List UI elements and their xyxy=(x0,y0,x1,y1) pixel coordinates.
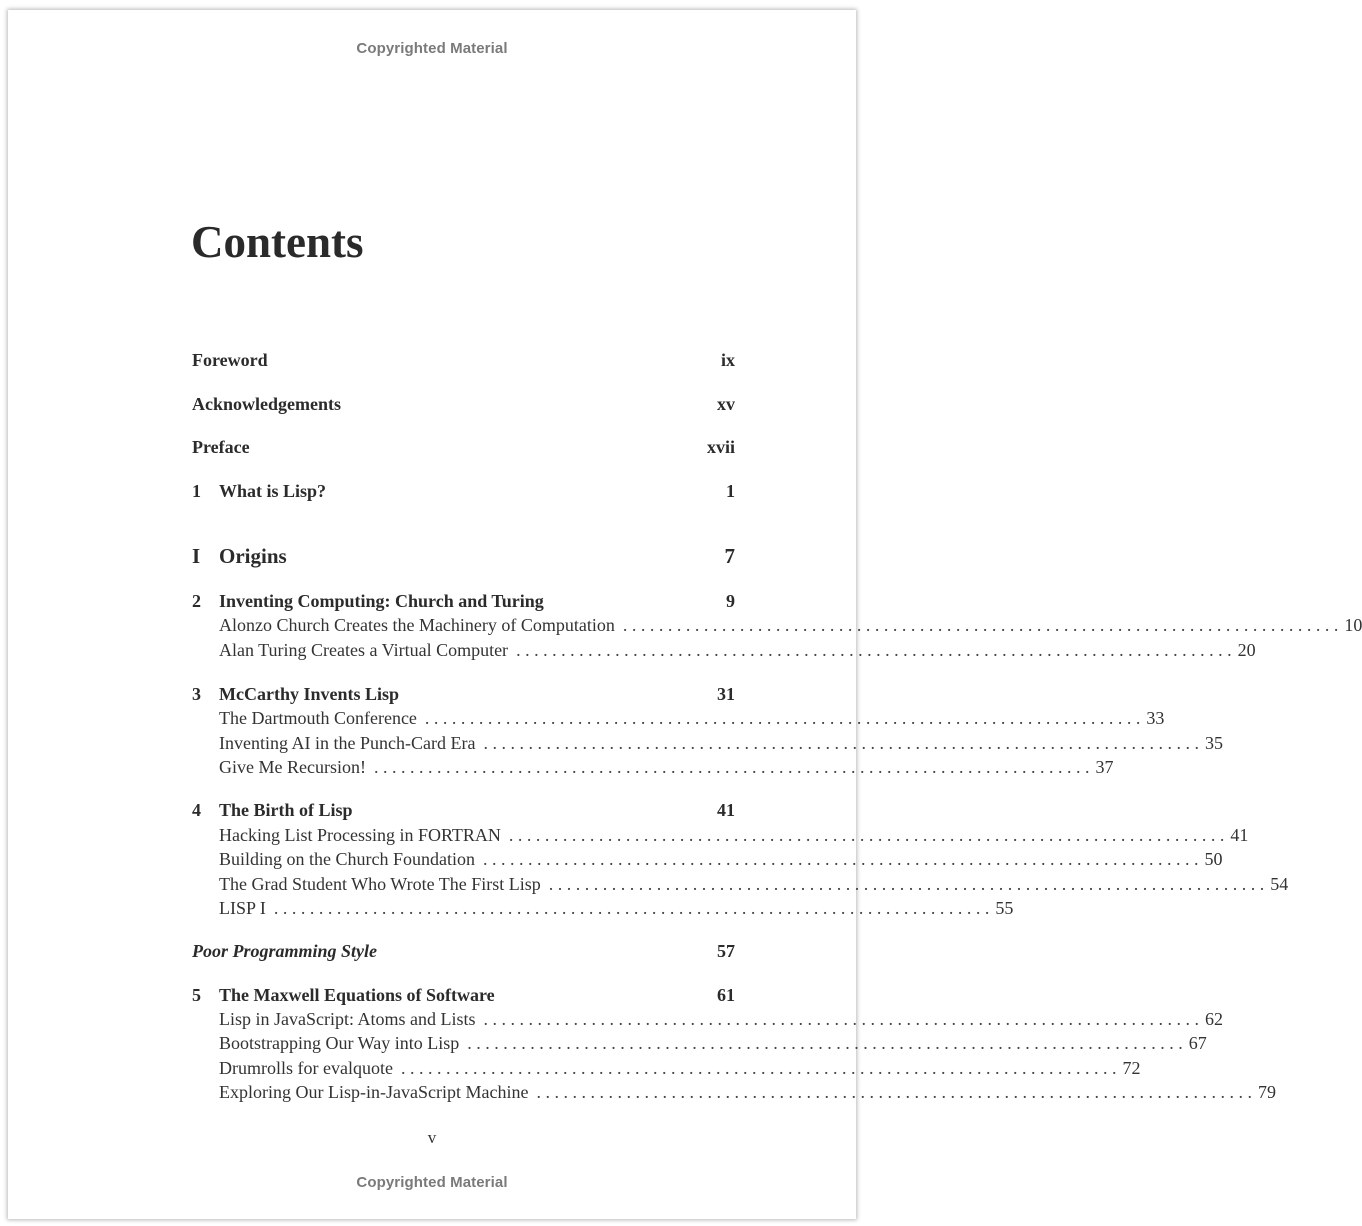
dot-leader: . . . . . . . . . . . . . . . . . . . . . . . . . . . . . . . . . . . . . . . . . . . . . . . . . . . . . . . . . . . . . . . . . . . . . . . . . . . . . . . . xyxy=(483,1009,1199,1029)
copyright-watermark-bottom: Copyrighted Material xyxy=(356,1174,508,1191)
toc-page-number: xv xyxy=(717,394,735,414)
dot-leader: . . . . . . . . . . . . . . . . . . . . . . . . . . . . . . . . . . . . . . . . . . . . . . . . . . . . . . . . . . . . . . . . . . . . . . . . . . . . . . . . xyxy=(483,849,1199,869)
dot-leader: . . . . . . . . . . . . . . . . . . . . . . . . . . . . . . . . . . . . . . . . . . . . . . . . . . . . . . . . . . . . . . . . . . . . . . . . . . . . . . . . xyxy=(483,733,1199,753)
toc-section[interactable] xyxy=(219,614,1362,636)
toc-label: Hacking List Processing in FORTRAN xyxy=(219,825,501,845)
toc-page-number: 41 xyxy=(717,800,735,820)
toc-label: Foreword xyxy=(192,350,268,370)
toc-page-number: 57 xyxy=(717,941,735,961)
chapter-number: 2 xyxy=(192,591,201,611)
toc-label: McCarthy Invents Lisp xyxy=(219,684,400,704)
toc-page-number: xvii xyxy=(706,437,735,457)
toc-page-number: 37 xyxy=(1095,757,1114,777)
toc-page-number: 1 xyxy=(726,481,735,501)
toc-chapter-4[interactable] xyxy=(192,799,735,821)
chapter-number: 3 xyxy=(192,684,201,704)
page-folio: v xyxy=(427,1128,437,1147)
toc-label: LISP I xyxy=(219,898,266,918)
toc-section[interactable] xyxy=(219,824,1249,846)
toc-page-number: 55 xyxy=(995,898,1014,918)
toc-interlude[interactable] xyxy=(192,940,735,962)
toc-part-1[interactable] xyxy=(192,543,735,569)
toc-section[interactable] xyxy=(219,707,1165,729)
toc-section[interactable] xyxy=(219,732,1223,754)
toc-section[interactable] xyxy=(219,873,1289,895)
part-number: I xyxy=(192,544,201,568)
dot-leader: . . . . . . . . . . . . . . . . . . . . . . . . . . . . . . . . . . . . . . . . . . . . . . . . . . . . . . . . . . . . . . . . . . . . . . . . . . . . . . . . xyxy=(373,757,1090,777)
page-title: Contents xyxy=(191,217,364,267)
toc-page-number: 62 xyxy=(1205,1009,1223,1029)
toc-section[interactable] xyxy=(219,639,1256,661)
toc-label: Inventing Computing: Church and Turing xyxy=(219,591,544,611)
toc-chapter-2[interactable] xyxy=(192,590,735,612)
toc-label: Origins xyxy=(219,544,287,568)
toc-label: Give Me Recursion! xyxy=(219,757,366,777)
dot-leader: . . . . . . . . . . . . . . . . . . . . . . . . . . . . . . . . . . . . . . . . . . . . . . . . . . . . . . . . . . . . . . . . . . . . . . . . . . . . . . . . xyxy=(548,874,1265,894)
toc-label: The Dartmouth Conference xyxy=(219,708,417,728)
dot-leader: . . . . . . . . . . . . . . . . . . . . . . . . . . . . . . . . . . . . . . . . . . . . . . . . . . . . . . . . . . . . . . . . . . . . . . . . . . . . . . . . xyxy=(516,640,1232,660)
toc-page-number: 61 xyxy=(717,985,735,1005)
toc-page-number: 79 xyxy=(1257,1082,1276,1102)
toc-section[interactable] xyxy=(219,1057,1141,1079)
dot-leader: . . . . . . . . . . . . . . . . . . . . . . . . . . . . . . . . . . . . . . . . . . . . . . . . . . . . . . . . . . . . . . . . . . . . . . . . . . . . . . . . xyxy=(273,898,990,918)
toc-page-number: ix xyxy=(720,350,735,370)
toc-label: The Grad Student Who Wrote The First Lisp xyxy=(219,874,541,894)
dot-leader: . . . . . . . . . . . . . . . . . . . . . . . . . . . . . . . . . . . . . . . . . . . . . . . . . . . . . . . . . . . . . . . . . . . . . . . . . . . . . . . . xyxy=(536,1082,1252,1102)
toc-page-number: 33 xyxy=(1146,708,1165,728)
toc-label: Bootstrapping Our Way into Lisp xyxy=(219,1033,460,1053)
toc-section[interactable] xyxy=(219,897,1014,919)
toc-entry-foreword[interactable] xyxy=(192,349,735,371)
copyright-watermark-top: Copyrighted Material xyxy=(356,40,508,57)
chapter-number: 4 xyxy=(192,800,201,820)
dot-leader: . . . . . . . . . . . . . . . . . . . . . . . . . . . . . . . . . . . . . . . . . . . . . . . . . . . . . . . . . . . . . . . . . . . . . . . . . . . . . . . . xyxy=(467,1033,1183,1053)
toc-entry-preface[interactable] xyxy=(192,436,735,458)
toc-section[interactable] xyxy=(219,1008,1223,1030)
toc-label: Alan Turing Creates a Virtual Computer xyxy=(219,640,509,660)
toc-section[interactable] xyxy=(219,756,1114,778)
toc-section[interactable] xyxy=(219,1032,1207,1054)
toc-page-number: 35 xyxy=(1204,733,1223,753)
toc-chapter-1[interactable] xyxy=(192,480,735,502)
toc-label: Preface xyxy=(192,437,250,457)
toc-label: Poor Programming Style xyxy=(192,941,378,961)
toc-entry-acknowledgements[interactable] xyxy=(192,393,735,415)
toc-chapter-5[interactable] xyxy=(192,984,735,1006)
dot-leader: . . . . . . . . . . . . . . . . . . . . . . . . . . . . . . . . . . . . . . . . . . . . . . . . . . . . . . . . . . . . . . . . . . . . . . . . . . . . . . . . xyxy=(508,825,1225,845)
toc-section[interactable] xyxy=(219,1081,1276,1103)
toc-label: Drumrolls for evalquote xyxy=(219,1058,393,1078)
toc-page-number: 67 xyxy=(1188,1033,1207,1053)
toc-label: The Maxwell Equations of Software xyxy=(219,985,495,1005)
toc-label: Building on the Church Foundation xyxy=(219,849,475,869)
chapter-number: 1 xyxy=(192,481,201,501)
toc-label: Alonzo Church Creates the Machinery of Computation xyxy=(219,615,615,635)
chapter-number: 5 xyxy=(192,985,201,1005)
toc-page-number: 31 xyxy=(717,684,735,704)
dot-leader: . . . . . . . . . . . . . . . . . . . . . . . . . . . . . . . . . . . . . . . . . . . . . . . . . . . . . . . . . . . . . . . . . . . . . . . . . . . . . . . . xyxy=(400,1058,1117,1078)
toc-page-number: 10 xyxy=(1344,615,1362,635)
toc-page-number: 50 xyxy=(1204,849,1223,869)
toc-page-number: 41 xyxy=(1230,825,1249,845)
dot-leader: . . . . . . . . . . . . . . . . . . . . . . . . . . . . . . . . . . . . . . . . . . . . . . . . . . . . . . . . . . . . . . . . . . . . . . . . . . . . . . . . xyxy=(424,708,1141,728)
toc-label: What is Lisp? xyxy=(219,481,327,501)
toc-chapter-3[interactable] xyxy=(192,683,735,705)
toc-page-number: 20 xyxy=(1237,640,1256,660)
toc-page-number: 9 xyxy=(726,591,735,611)
toc-page-number: 54 xyxy=(1270,874,1289,894)
toc-label: Lisp in JavaScript: Atoms and Lists xyxy=(219,1009,476,1029)
toc-section[interactable] xyxy=(219,848,1223,870)
toc-label: The Birth of Lisp xyxy=(219,800,353,820)
toc-label: Acknowledgements xyxy=(192,394,341,414)
toc-label: Inventing AI in the Punch-Card Era xyxy=(219,733,476,753)
dot-leader: . . . . . . . . . . . . . . . . . . . . . . . . . . . . . . . . . . . . . . . . . . . . . . . . . . . . . . . . . . . . . . . . . . . . . . . . . . . . . . . . xyxy=(622,615,1339,635)
toc-page-number: 72 xyxy=(1122,1058,1141,1078)
toc-page-number: 7 xyxy=(724,544,735,568)
toc-label: Exploring Our Lisp-in-JavaScript Machine xyxy=(219,1082,529,1102)
